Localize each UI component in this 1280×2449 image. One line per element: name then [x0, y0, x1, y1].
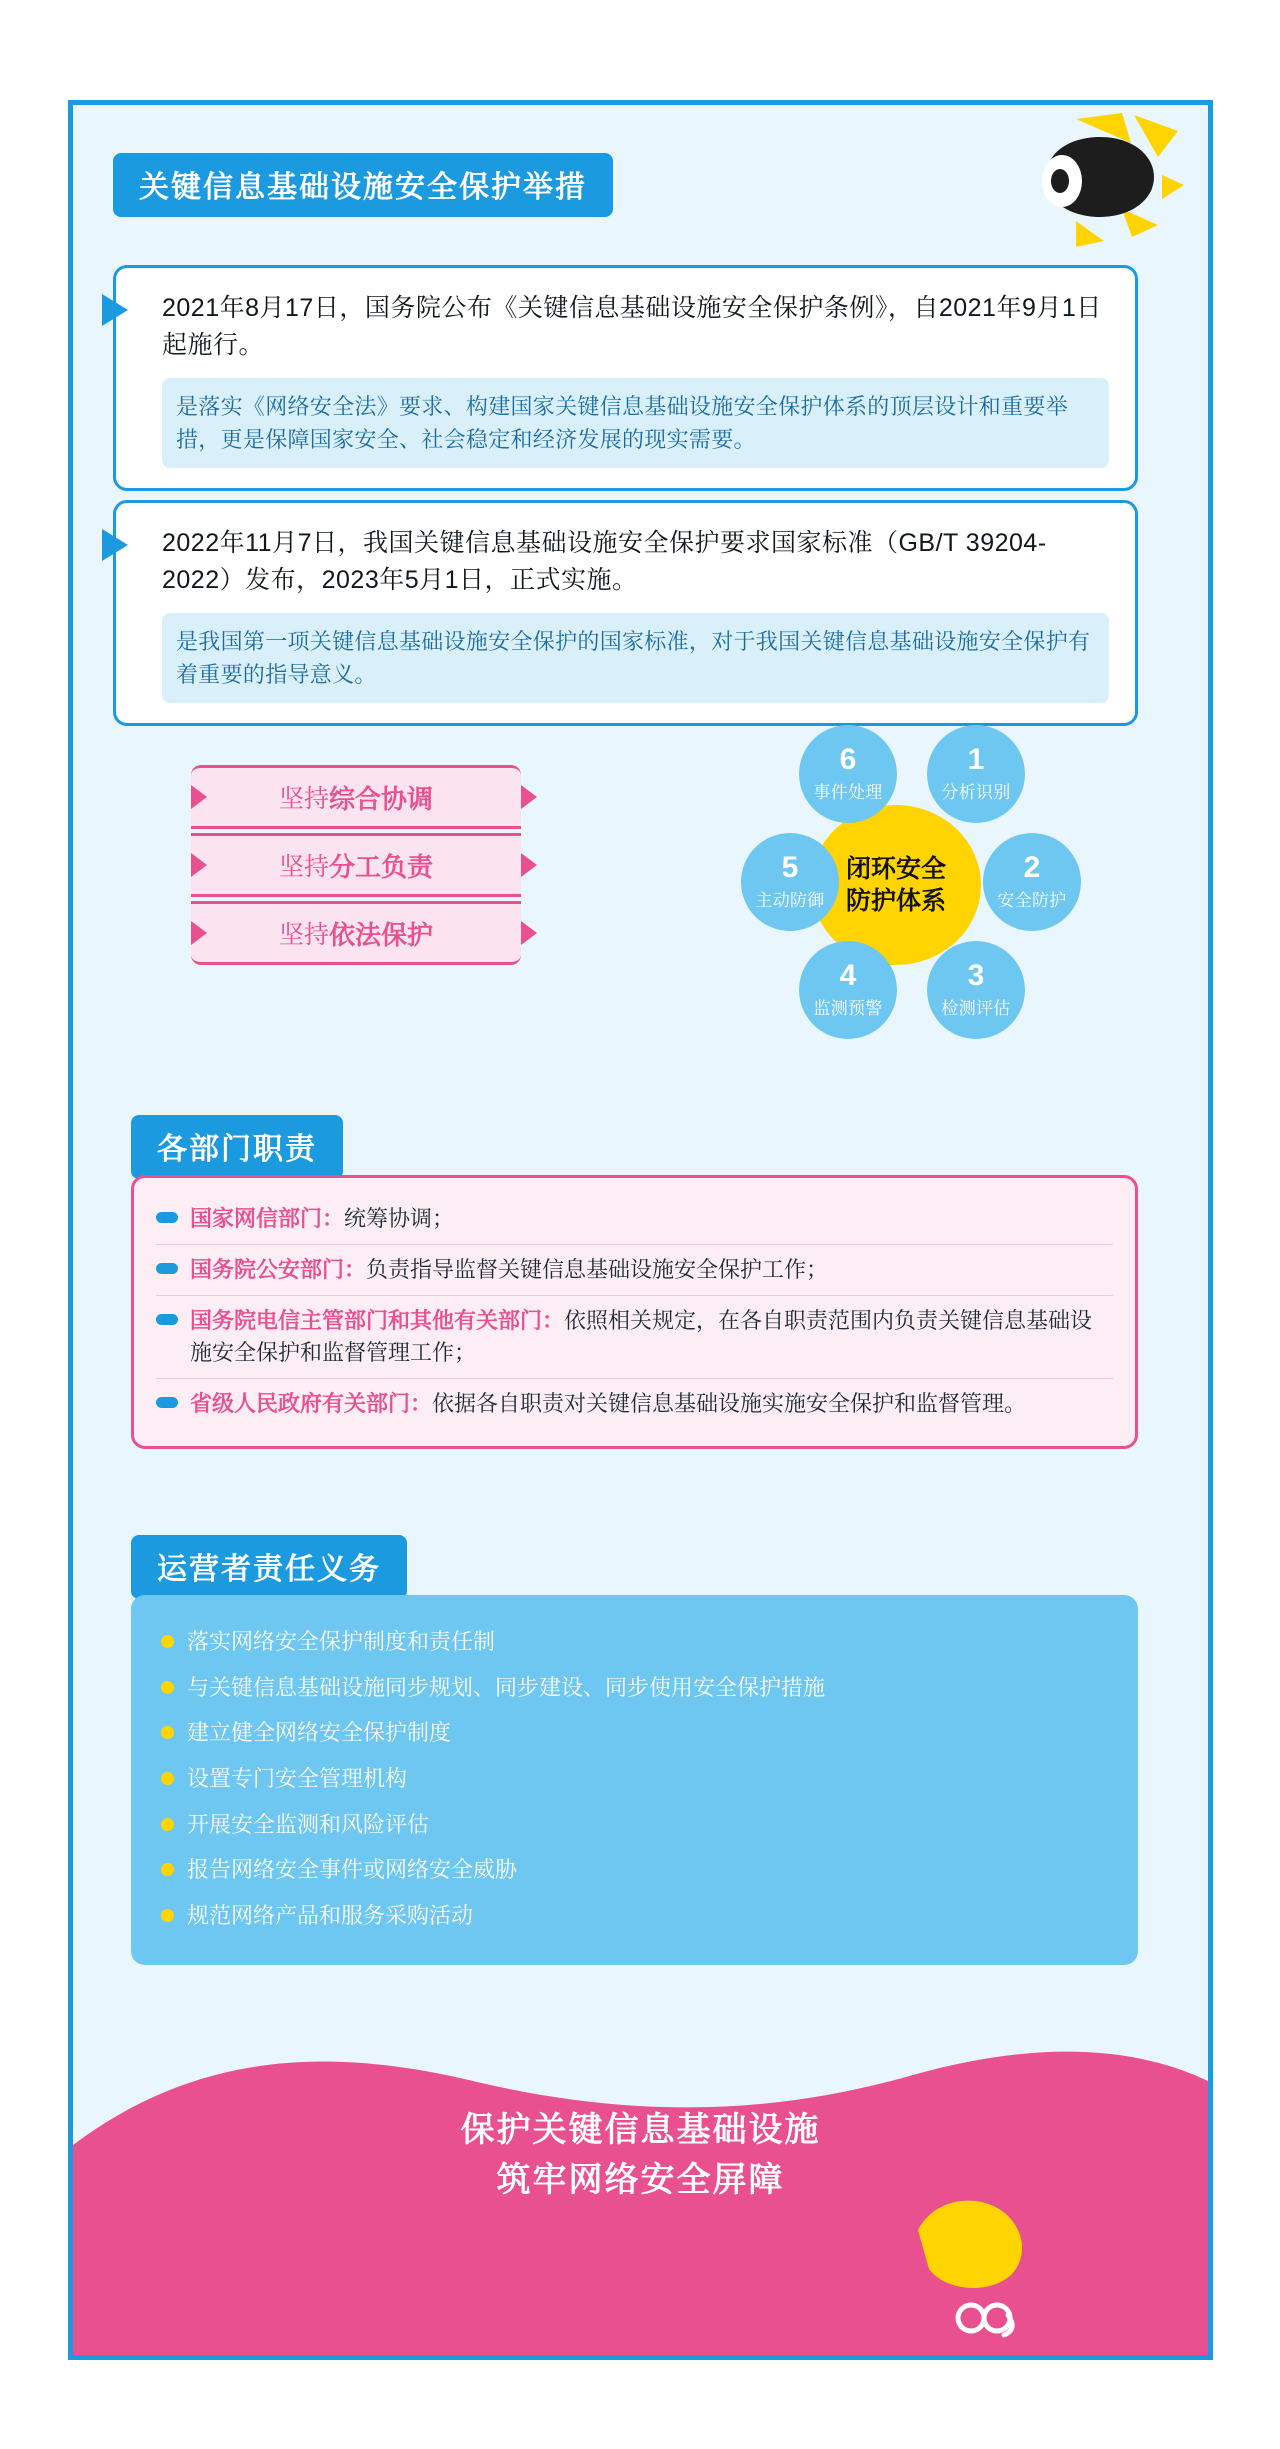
departments-box [131, 1175, 1138, 1449]
infographic-poster [68, 100, 1213, 2360]
dot-bullet-icon [161, 1635, 174, 1648]
footer-slogan [73, 2106, 1208, 2205]
duty-text: 与关键信息基础设施同步规划、同步建设、同步使用安全保护措施 [187, 1674, 826, 1700]
duty-text: 报告网络安全事件或网络安全威胁 [187, 1857, 518, 1883]
duty-item [161, 1756, 1108, 1802]
duty-item [161, 1847, 1108, 1893]
dash-bullet-icon [156, 1397, 178, 1408]
principles-list [191, 765, 521, 969]
fact-2-sub: 是我国第一项关键信息基础设施安全保护的国家标准，对于我国关键信息基础设施安全保护有着重要的指导意义。 [162, 613, 1109, 703]
fact-card-2 [113, 500, 1138, 726]
megaphone-icon [926, 113, 1186, 253]
principle-item-1 [191, 765, 521, 829]
dot-bullet-icon [161, 1726, 174, 1739]
dash-bullet-icon [156, 1314, 178, 1325]
duty-item [161, 1710, 1108, 1756]
triangle-marker-icon [102, 529, 128, 561]
footer-slogan-line1: 保护关键信息基础设施 [460, 2111, 821, 2150]
cycle-node-4-label: 监测预警 [813, 999, 883, 1018]
fact-1-sub: 是落实《网络安全法》要求、构建国家关键信息基础设施安全保护体系的顶层设计和重要举措，更是保障国家安全、社会稳定和经济发展的现实需要。 [162, 378, 1109, 468]
cycle-center-line1: 闭环安全 [845, 854, 946, 883]
cycle-node-6-label: 事件处理 [813, 783, 883, 802]
duty-text: 设置专门安全管理机构 [187, 1766, 408, 1792]
department-name: 国务院电信主管部门和其他有关部门： [190, 1307, 565, 1333]
principle-3-key: 依法保护 [329, 919, 434, 950]
cycle-node-3-label: 检测评估 [941, 999, 1011, 1018]
dot-bullet-icon [161, 1818, 174, 1831]
departments-title: 各部门职责 [131, 1115, 343, 1179]
cycle-center-line2: 防护体系 [845, 887, 946, 915]
operator-title-wrap [131, 1535, 407, 1599]
principle-item-2 [191, 833, 521, 897]
dash-bullet-icon [156, 1212, 178, 1223]
departments-title-wrap [131, 1115, 343, 1179]
poster-inner [73, 105, 1208, 2355]
cycle-node-1-label: 分析识别 [941, 783, 1011, 802]
department-row [156, 1194, 1113, 1244]
security-cycle-diagram [693, 725, 1093, 1045]
duty-item [161, 1802, 1108, 1848]
duty-item [161, 1619, 1108, 1665]
department-desc: 依据各自职责对关键信息基础设施实施安全保护和监督管理。 [432, 1390, 1027, 1416]
department-row [156, 1378, 1113, 1429]
cycle-node-5-number: 5 [781, 851, 799, 884]
operator-duties-box [131, 1595, 1138, 1965]
cycle-node-6 [799, 725, 897, 823]
duty-text: 开展安全监测和风险评估 [187, 1811, 430, 1837]
footer-slogan-line2: 筑牢网络安全屏障 [496, 2160, 785, 2199]
department-name: 国家网信部门： [190, 1206, 345, 1231]
cycle-node-1-number: 1 [967, 743, 985, 776]
cycle-node-5 [741, 833, 839, 931]
cycle-node-1 [927, 725, 1025, 823]
principle-2-key: 分工负责 [329, 851, 434, 882]
duty-item [161, 1665, 1108, 1711]
duty-text: 规范网络产品和服务采购活动 [187, 1903, 474, 1929]
department-desc: 负责指导监督关键信息基础设施安全保护工作； [366, 1256, 829, 1282]
fact-card-1 [113, 265, 1138, 491]
department-row [156, 1244, 1113, 1295]
cycle-node-2 [983, 833, 1081, 931]
fact-1-lead: 2021年8月17日，国务院公布《关键信息基础设施安全保护条例》，自2021年9月1日起施行。 [162, 294, 1102, 359]
principle-1-key: 综合协调 [329, 783, 434, 814]
dot-bullet-icon [161, 1863, 174, 1876]
cycle-node-5-label: 主动防御 [755, 891, 825, 910]
cycle-node-4-number: 4 [839, 959, 857, 992]
cycle-node-4 [799, 941, 897, 1039]
department-name: 国务院公安部门： [190, 1256, 367, 1282]
page-title-wrap [113, 153, 613, 217]
cycle-node-3 [927, 941, 1025, 1039]
triangle-marker-icon [102, 294, 128, 326]
cycle-node-6-number: 6 [839, 743, 857, 776]
principle-3-prefix: 坚持 [278, 921, 329, 949]
dot-bullet-icon [161, 1772, 174, 1785]
operator-title: 运营者责任义务 [131, 1535, 407, 1599]
department-row [156, 1295, 1113, 1378]
principle-1-prefix: 坚持 [278, 785, 329, 813]
cycle-node-2-number: 2 [1023, 851, 1041, 884]
cycle-node-3-number: 3 [967, 959, 985, 992]
department-name: 省级人民政府有关部门： [190, 1390, 433, 1416]
duty-item [161, 1893, 1108, 1939]
dot-bullet-icon [161, 1681, 174, 1694]
fact-2-lead: 2022年11月7日，我国关键信息基础设施安全保护要求国家标准（GB/T 39204-2022）发布，2023年5月1日，正式实施。 [162, 529, 1047, 594]
duty-text: 建立健全网络安全保护制度 [187, 1720, 452, 1746]
dash-bullet-icon [156, 1263, 178, 1274]
cycle-node-2-label: 安全防护 [997, 891, 1067, 910]
dot-bullet-icon [161, 1909, 174, 1922]
principle-item-3 [191, 901, 521, 965]
duty-text: 落实网络安全保护制度和责任制 [187, 1629, 496, 1654]
department-desc: 统筹协调； [344, 1206, 455, 1231]
page-title: 关键信息基础设施安全保护举措 [113, 153, 613, 217]
principle-2-prefix: 坚持 [278, 853, 329, 881]
bottom-wave-decoration [73, 1995, 1208, 2355]
department-desc: 依照相关规定，在各自职责范围内负责关键信息基础设施安全保护和监督管理工作； [190, 1307, 1093, 1365]
